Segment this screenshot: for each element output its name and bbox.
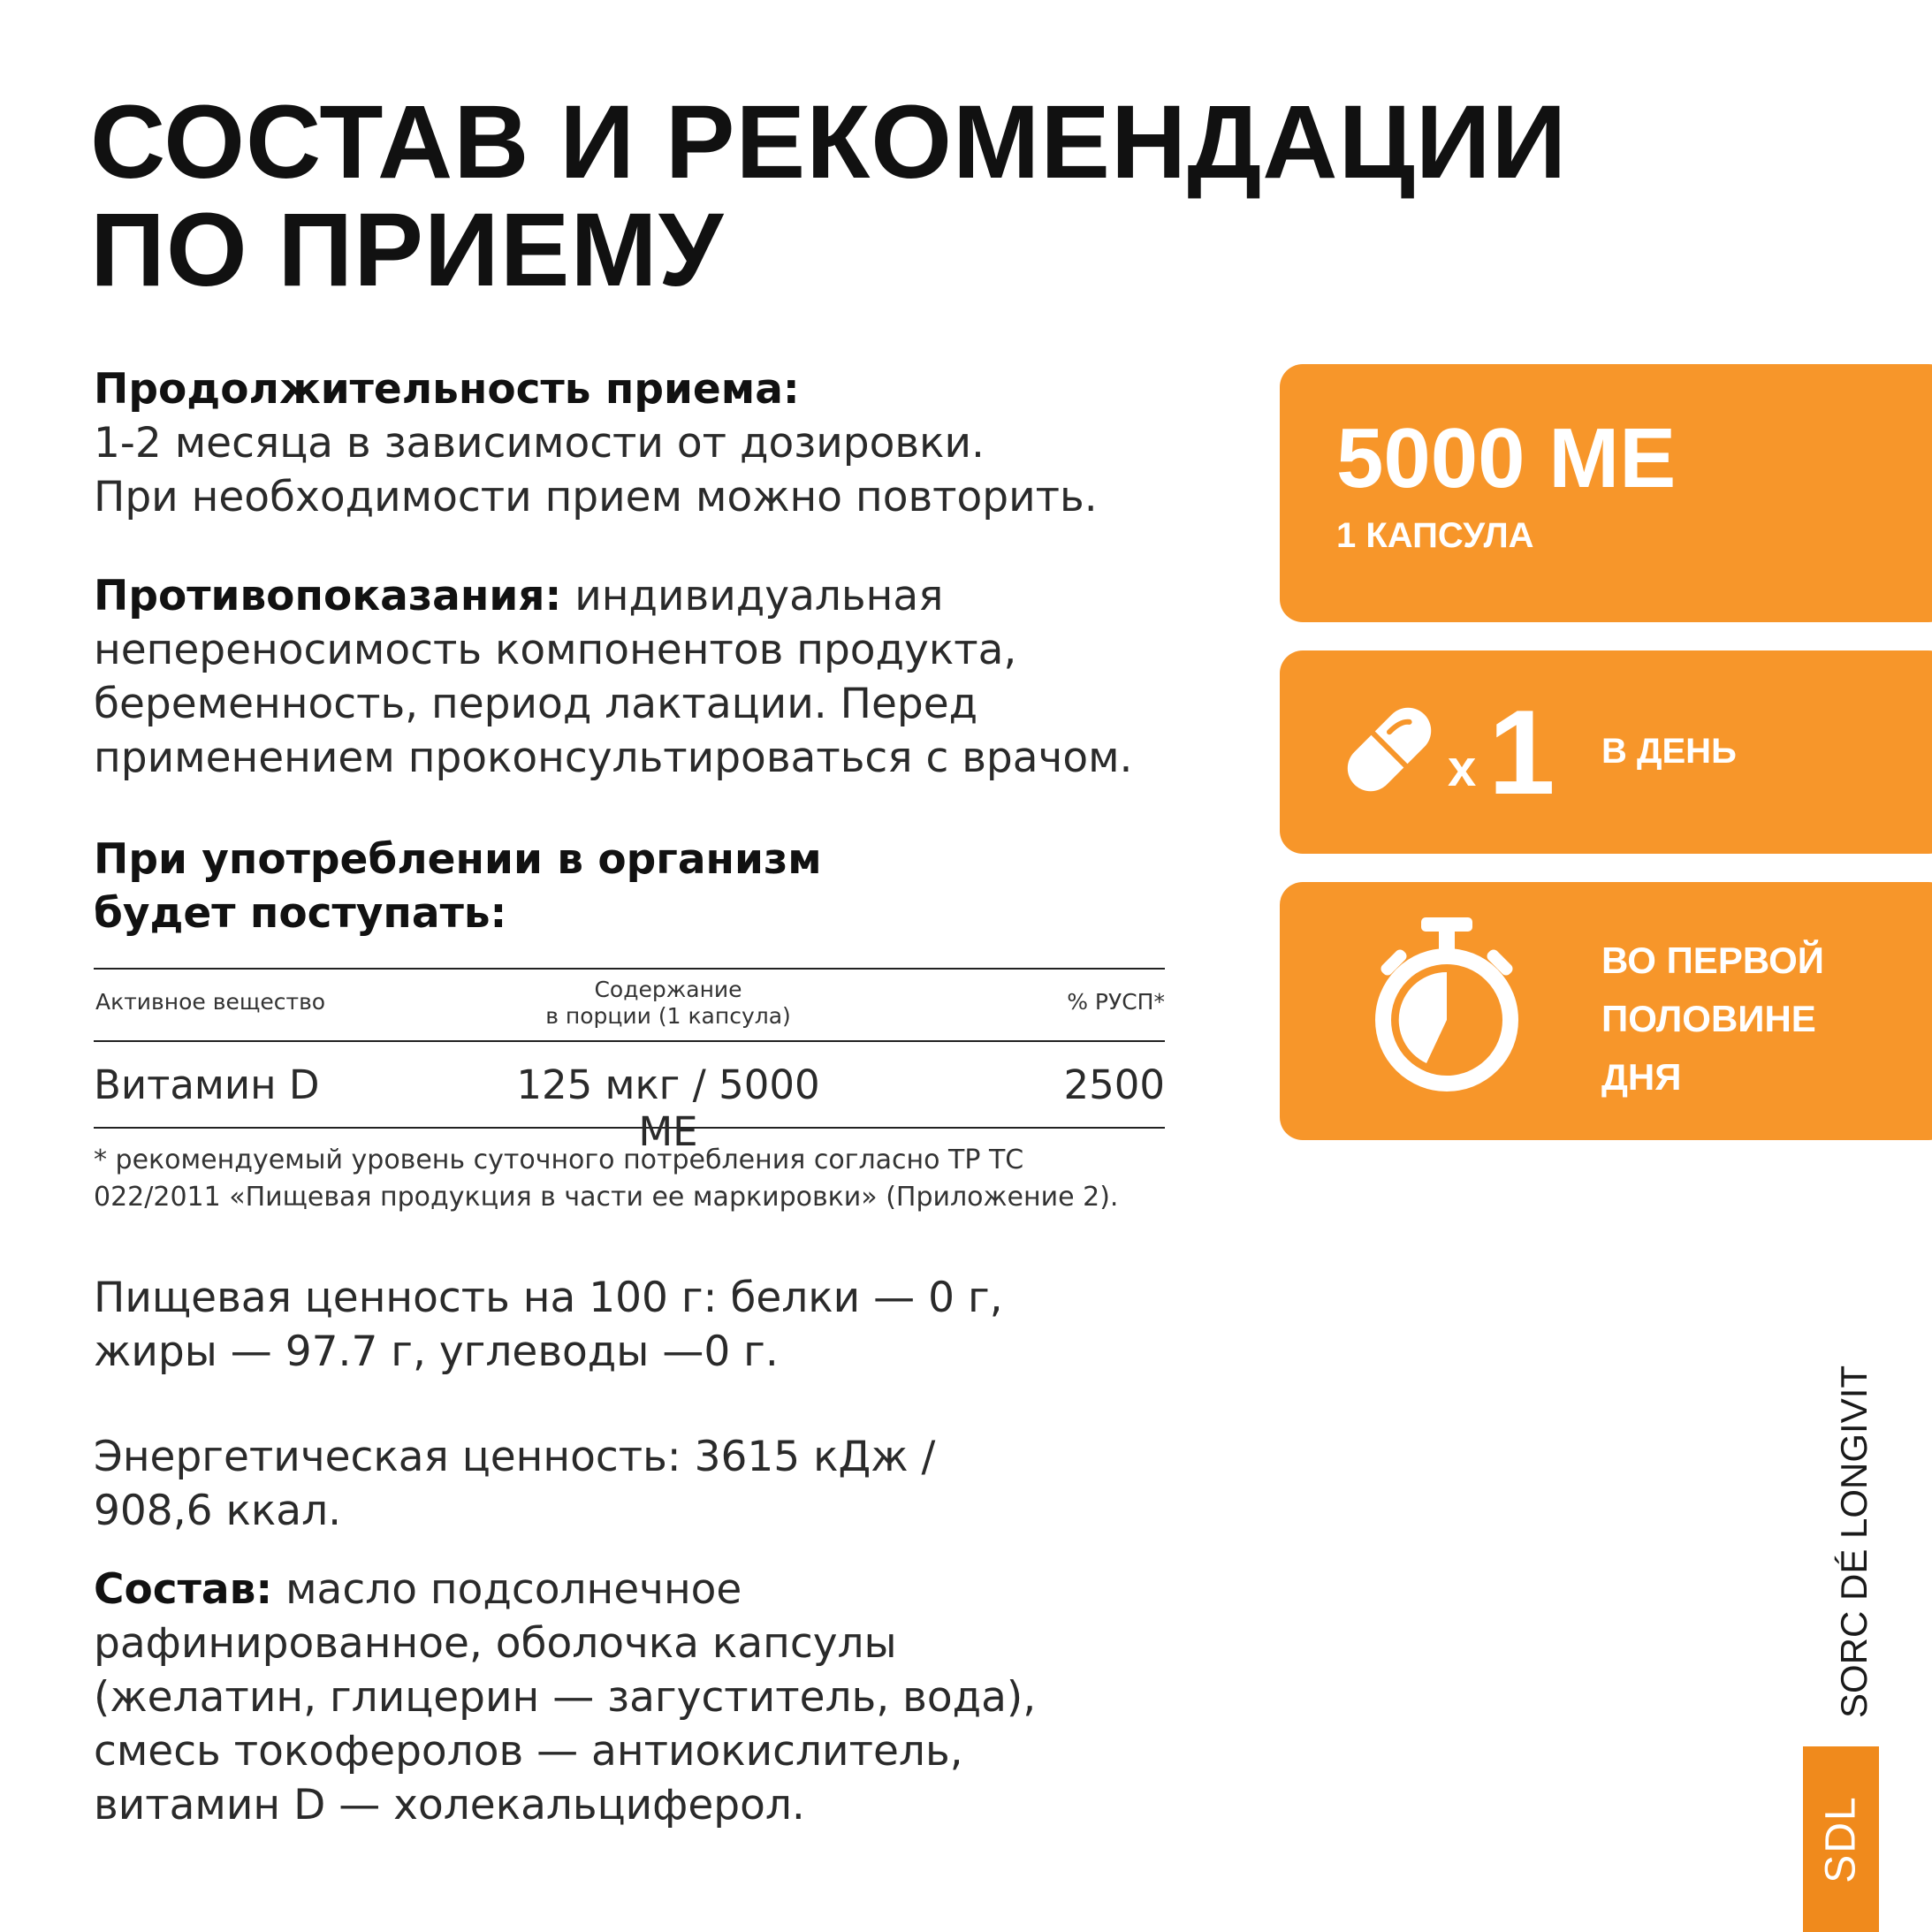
composition-line-1: Состав: масло подсолнечное	[94, 1565, 742, 1614]
table-row	[94, 1042, 1165, 1155]
stopwatch-icon	[1372, 914, 1522, 1099]
cell-substance: Витамин D	[94, 1061, 320, 1108]
energy-line-2: 908,6 ккал.	[94, 1487, 342, 1535]
title-line-2: ПО ПРИЕМУ	[90, 192, 725, 308]
table-header	[94, 970, 1165, 1040]
duration-line-1: 1-2 месяца в зависимости от дозировки.	[94, 419, 985, 468]
brand-name-vertical: SORC DÉ LONGIVIT	[1833, 1365, 1875, 1718]
composition-label: Состав:	[94, 1565, 273, 1614]
dose-unit: 1 КАПСУЛА	[1336, 516, 1534, 555]
composition-line-4: смесь токоферолов — антиокислитель,	[94, 1727, 963, 1776]
capsule-icon	[1336, 696, 1442, 802]
composition-section	[94, 1563, 1181, 1832]
footnote: * рекомендуемый уровень суточного потребления согласно ТР ТС 022/2011 «Пищевая продукция в части ее маркировки» (Приложение 2).	[94, 1145, 1119, 1213]
composition-line-2: рафинированное, оболочка капсулы	[94, 1619, 897, 1668]
intake-heading	[94, 833, 1181, 940]
brand-logo: SDL	[1803, 1746, 1879, 1932]
contraindications-line-2: непереносимость компонентов продукта,	[94, 626, 1017, 674]
nutrition-line-2: жиры — 97.7 г, углеводы —0 г.	[94, 1327, 779, 1376]
times-count: 1	[1488, 685, 1555, 819]
page-title	[90, 84, 1568, 308]
nutrition-line-1: Пищевая ценность на 100 г: белки — 0 г,	[94, 1274, 1003, 1322]
timing-label: ВО ПЕРВОЙ ПОЛОВИНЕ ДНЯ	[1601, 939, 1824, 1098]
title-line-1: СОСТАВ И РЕКОМЕНДАЦИИ	[90, 84, 1568, 201]
nutrient-table	[94, 968, 1165, 1155]
composition-line-3: (желатин, глицерин — загуститель, вода),	[94, 1673, 1037, 1722]
intake-line-2: будет поступать:	[94, 889, 507, 938]
duration-line-2: При необходимости прием можно повторить.	[94, 473, 1098, 521]
composition-line-5: витамин D — холекальциферол.	[94, 1781, 805, 1829]
contraindications-line-3: беременность, период лактации. Перед	[94, 680, 978, 728]
dose-value: 5000 МЕ	[1336, 411, 1677, 506]
contraindications-section	[94, 569, 1181, 785]
energy-section	[94, 1430, 1181, 1538]
contraindications-line-4: применением проконсультироваться с врачом.	[94, 734, 1133, 782]
contraindications-line-1: Противопоказания: индивидуальная	[94, 572, 944, 620]
frequency-card	[1280, 650, 1932, 854]
frequency-label: В ДЕНЬ	[1601, 732, 1737, 771]
header-content: Содержание в порции (1 капсула)	[545, 977, 791, 1029]
dose-card	[1280, 364, 1932, 622]
header-substance: Активное вещество	[95, 989, 326, 1015]
timing-card	[1280, 882, 1932, 1140]
intake-line-1: При употреблении в организм	[94, 835, 822, 884]
energy-line-1: Энергетическая ценность: 3615 кДж /	[94, 1433, 936, 1481]
cell-content: 125 мкг / 5000 МЕ	[516, 1061, 820, 1155]
contraindications-label: Противопоказания:	[94, 572, 562, 620]
header-rusp: % РУСП*	[1067, 989, 1165, 1015]
duration-label: Продолжительность приема:	[94, 365, 800, 414]
cell-rusp: 2500	[1063, 1061, 1165, 1108]
times-sign: x	[1448, 740, 1477, 797]
nutrition-section	[94, 1271, 1181, 1379]
duration-section	[94, 362, 1181, 524]
